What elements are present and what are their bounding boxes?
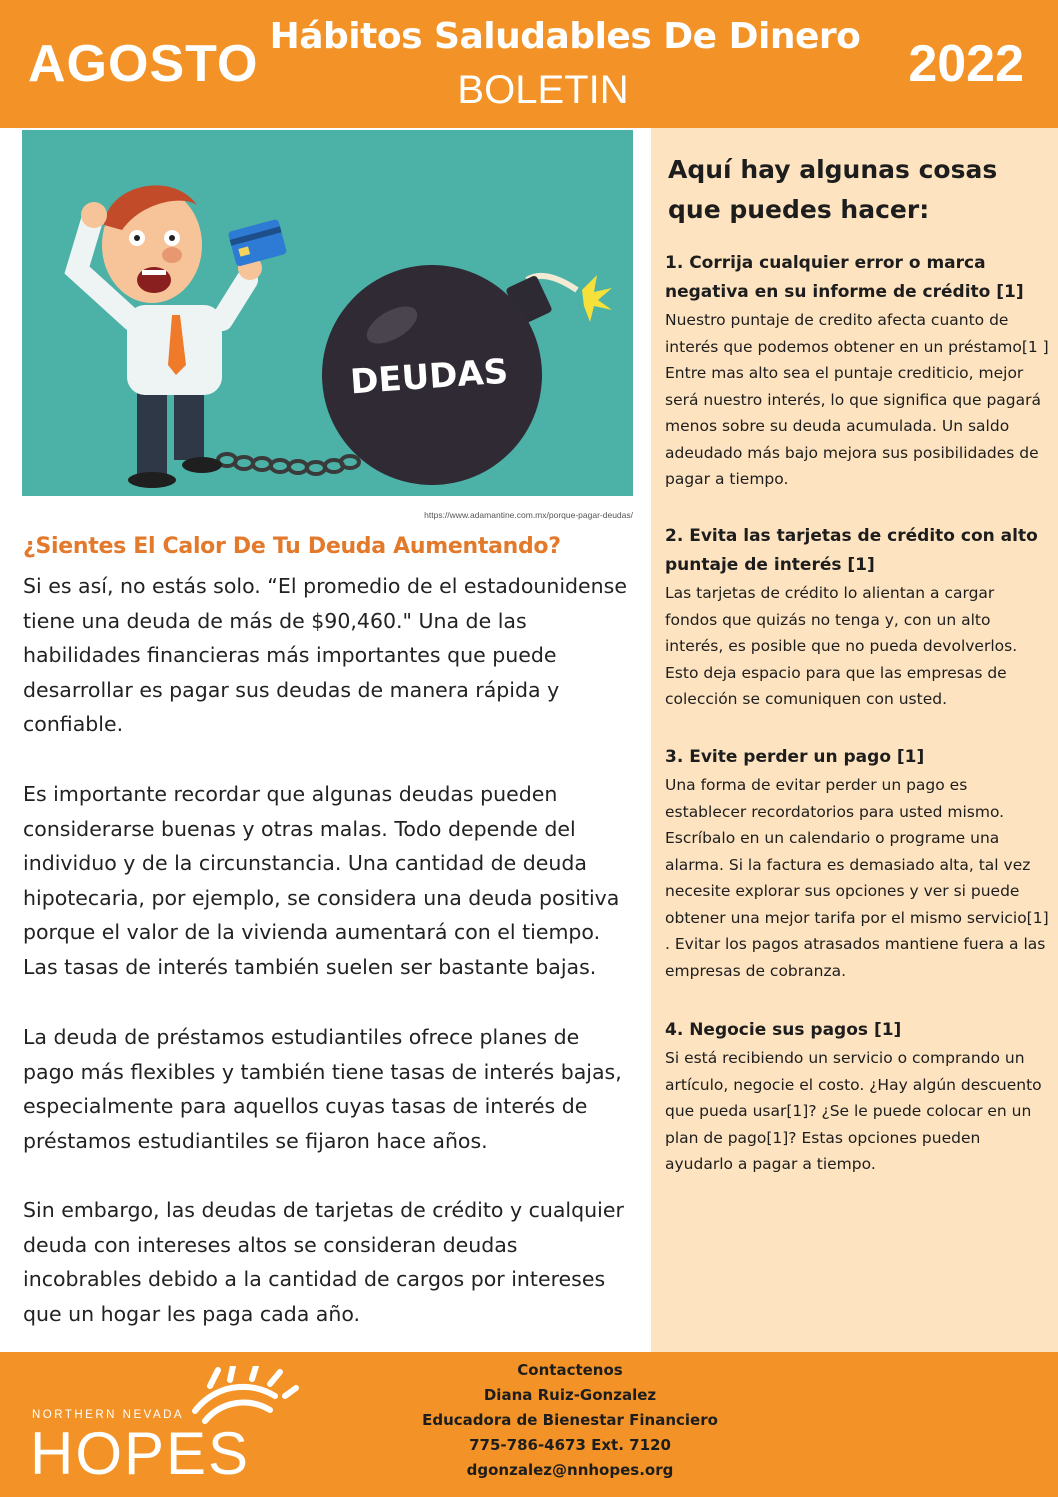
newsletter-subtitle: BOLETIN — [457, 68, 629, 112]
tip-item — [665, 249, 1050, 493]
article-paragraph: Si es así, no estás solo. “El promedio de el estadounidense tiene una deuda de más de $90,460." Una de las habilidades financieras más importantes que puede desarrollar es pagar sus deudas de manera rápida y confiable. — [23, 574, 627, 736]
tip-item — [665, 522, 1050, 713]
contact-name: Diana Ruiz-Gonzalez — [483, 1386, 657, 1404]
sunrise-icon — [195, 1366, 296, 1421]
header-banner — [0, 0, 1058, 128]
contact-label: Contactenos — [517, 1361, 623, 1379]
article-paragraph: Es importante recordar que algunas deudas pueden considerarse buenas y otras malas. Todo depende del individuo y de la circunstancia. Una cantidad de deuda hipotecaria, por ejemplo, se considera una deuda positiva porque el valor de la vivienda aumentará con el tiempo. Las tasas de interés también suelen ser bastante bajas. — [23, 782, 620, 979]
bomb-label: DEUDAS — [348, 351, 510, 403]
tip-body: Si está recibiendo un servicio o comprando un artículo, negocie el costo. ¿Hay algún descuento que pueda usar[1]? ¿Se le puede colocar en un plan de pago[1]? Estas opciones pueden ayudarlo a pagar a tiempo. — [665, 1049, 1042, 1173]
credit-card-icon — [228, 219, 288, 267]
tip-body: Una forma de evitar perder un pago es establecer recordatorios para usted mismo. Escríbalo en un calendario o programe una alarma. Si la factura es demasiado alta, tal vez necesite explorar sus opciones y ver si puede obtener una mejor tarifa por el mismo servicio[1] . Evitar los pagos atrasados mantiene fuera a las empresas de cobranza. — [665, 776, 1049, 980]
tip-item — [665, 743, 1050, 984]
contact-email[interactable]: dgonzalez@nnhopes.org — [466, 1461, 674, 1479]
tip-title: 1. Corrija cualquier error o marca negativa en su informe de crédito [1] — [665, 253, 1024, 302]
image-credit-link[interactable]: https://www.adamantine.com.mx/porque-pagar-deudas/ — [424, 510, 633, 520]
hopes-logo — [30, 1366, 300, 1481]
debt-illustration — [22, 130, 633, 496]
sidebar-heading: Aquí hay algunas cosas que puedes hacer: — [668, 155, 998, 224]
logo-wordmark: HOPES — [30, 1420, 251, 1481]
article-paragraph: La deuda de préstamos estudiantiles ofrece planes de pago más flexibles y también tiene tasas de interés bajas, especialmente para aquellos cuyas tasas de interés de préstamos estudiantiles se fijaron hace años. — [23, 1025, 622, 1153]
tip-body: Nuestro puntaje de credito afecta cuanto de interés que podemos obtener en un préstamo[1 ] Entre mas alto sea el puntaje crediticio, mejor será nuestro interés, lo que significa que pagará menos sobre su deuda acumulada. Un saldo adeudado más bajo mejora sus posibilidades de pagar a tiempo. — [665, 311, 1049, 488]
logo-tagline: NORTHERN NEVADA — [32, 1409, 185, 1421]
bomb-icon — [322, 265, 612, 485]
contact-phone[interactable]: 775-786-4673 Ext. 7120 — [469, 1436, 671, 1454]
tip-title: 3. Evite perder un pago [1] — [665, 747, 925, 767]
newsletter-title: Hábitos Saludables De Dinero — [269, 16, 861, 57]
article-paragraph: Sin embargo, las deudas de tarjetas de crédito y cualquier deuda con intereses altos se consideran deudas incobrables debido a la cantidad de cargos por intereses que un hogar les paga cada año. — [23, 1198, 624, 1326]
contact-role: Educadora de Bienestar Financiero — [422, 1411, 718, 1429]
tip-item — [665, 1016, 1050, 1178]
tip-body: Las tarjetas de crédito lo alientan a cargar fondos que quizás no tenga y, con un alto interés, es posible que no pueda devolverlos. Esto deja espacio para que las empresas de colección se comuniquen con usted. — [665, 584, 1018, 708]
chain-icon — [218, 454, 359, 474]
contact-block — [330, 1358, 810, 1483]
month-label: AGOSTO — [28, 35, 259, 93]
tip-title: 4. Negocie sus pagos [1] — [665, 1020, 902, 1040]
article-heading: ¿Sientes El Calor De Tu Deuda Aumentando? — [23, 534, 561, 559]
year-label: 2022 — [908, 35, 1024, 93]
tip-title: 2. Evita las tarjetas de crédito con alto puntaje de interés [1] — [665, 526, 1038, 575]
